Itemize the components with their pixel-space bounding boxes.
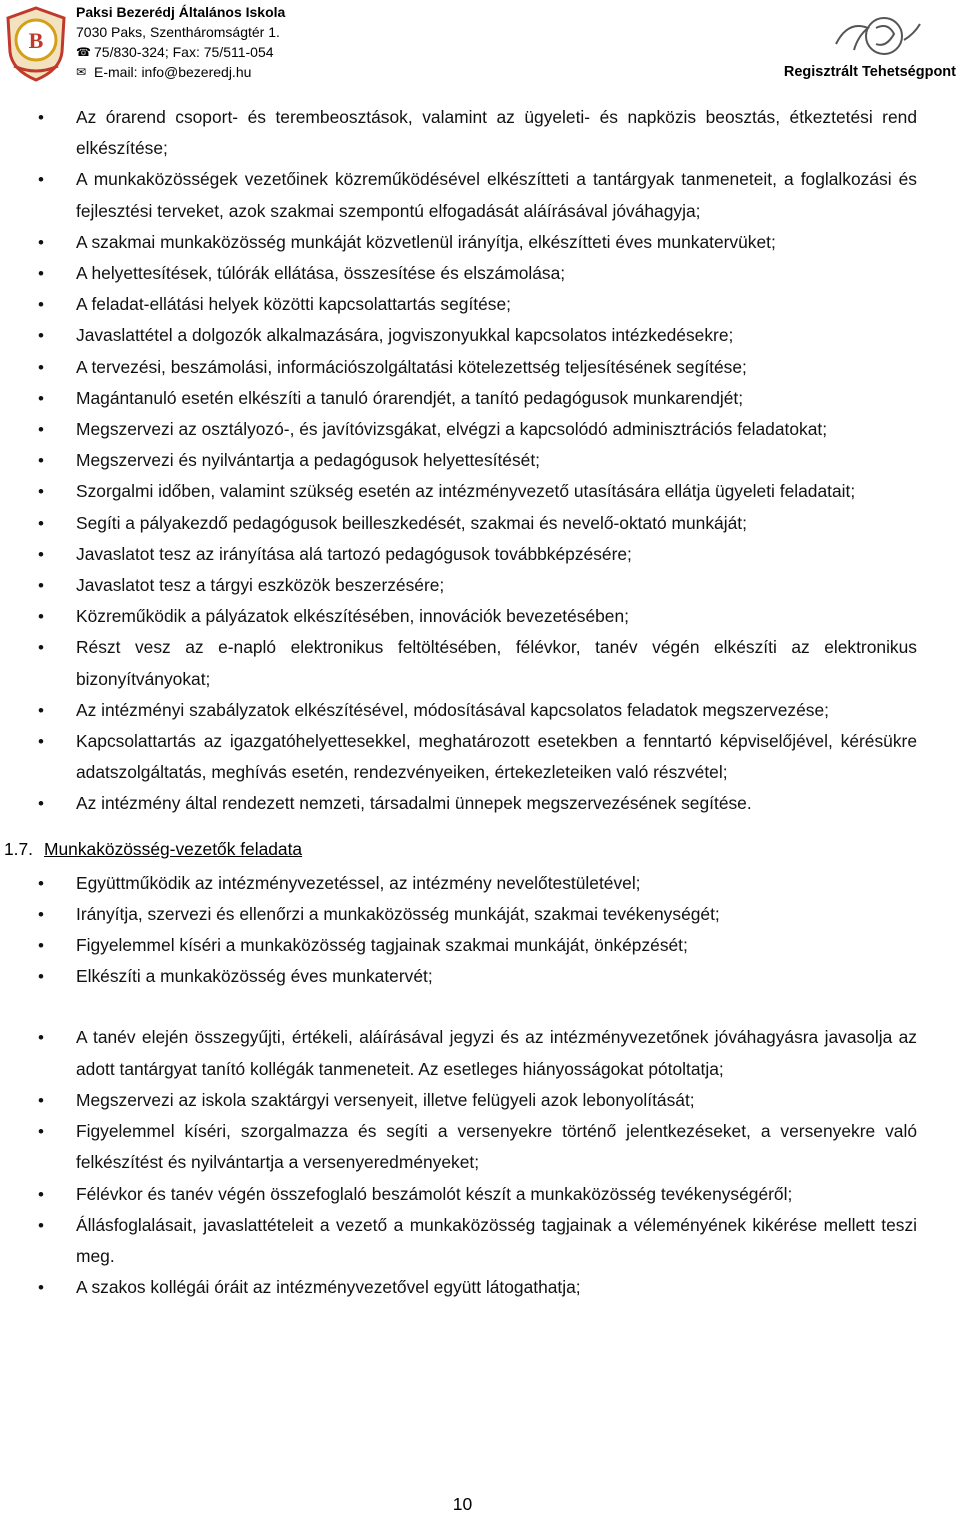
list-item-text: A tervezési, beszámolási, információszolgáltatási kötelezettség teljesítésének segítése;: [76, 356, 747, 377]
list-item: [0, 383, 960, 414]
list-item: [0, 539, 960, 570]
section-number: 1.7.: [4, 838, 34, 859]
list-item-text: Javaslatot tesz az irányítása alá tartozó pedagógusok továbbképzésére;: [76, 543, 632, 564]
list-item: [0, 445, 960, 476]
bullet-icon: •: [38, 873, 44, 893]
list-item: [0, 868, 960, 899]
bullet-icon: •: [38, 264, 44, 284]
list-item: [0, 476, 960, 507]
bullet-icon: •: [38, 420, 44, 440]
list-item: [0, 508, 960, 539]
bullet-icon: •: [38, 638, 44, 658]
talent-point-logo: [828, 14, 924, 60]
bullet-icon: •: [38, 108, 44, 127]
list-item: [0, 788, 960, 819]
bullet-icon: •: [38, 607, 44, 627]
bullet-icon: •: [38, 1278, 44, 1298]
list-item-text: Irányítja, szervezi és ellenőrzi a munkaközösség munkáját, szakmai tevékenységét;: [76, 903, 720, 924]
school-crest-logo: [4, 6, 68, 82]
list-item: [0, 352, 960, 383]
bullet-icon: •: [38, 326, 44, 346]
list-item-text: Segíti a pályakezdő pedagógusok beilleszkedését, szakmai és nevelő-oktató munkáját;: [76, 512, 747, 533]
school-address: 7030 Paks, Szentháromságtér 1.: [76, 24, 280, 40]
list-item: [0, 570, 960, 601]
list-item-text: A szakmai munkaközösség munkáját közvetlenül irányítja, elkészítteti éves munkatervüket;: [76, 231, 776, 252]
bullet-icon: •: [38, 544, 44, 564]
list-item-text: Szorgalmi időben, valamint szükség esetén az intézményvezető utasítására ellátja ügyeleti feladatait;: [76, 481, 856, 502]
list-item: [0, 899, 960, 930]
bullet-icon: •: [38, 513, 44, 533]
list-item: [0, 320, 960, 351]
list-item-text: Részt vesz az e-napló elektronikus feltöltésében, félévkor, tanév végén elkészíti az elektronikus bizonyítványokat;: [76, 637, 917, 689]
list-item-text: A munkaközösségek vezetőinek közreműködésével elkészítteti a tantárgyak tanmeneteit, a foglalkozási és fejlesztési terveket, azok szakmai szempontú elfogadását aláírásával jóváhagyja;: [76, 169, 917, 221]
list-item: [0, 961, 960, 992]
bullet-icon: •: [38, 1122, 44, 1142]
list-item-text: Félévkor és tanév végén összefoglaló beszámolót készít a munkaközösség tevékenységéről;: [76, 1183, 793, 1204]
email-text: E-mail: info@bezeredj.hu: [94, 64, 252, 80]
bullet-icon: •: [38, 295, 44, 315]
list-item-text: Az intézmény által rendezett nemzeti, társadalmi ünnepek megszervezésének segítése.: [76, 793, 752, 814]
list-item: [0, 1116, 960, 1178]
list-item-text: Állásfoglalásait, javaslattételeit a vezető a munkaközösség tagjainak a véleményének kikérése mellett teszi meg.: [76, 1214, 917, 1266]
list-item: [0, 289, 960, 320]
list-item-text: A feladat-ellátási helyek közötti kapcsolattartás segítése;: [76, 294, 512, 315]
email-row: [76, 62, 285, 82]
list-item: [0, 414, 960, 445]
bullet-icon: •: [38, 1090, 44, 1110]
bullet-icon: •: [38, 451, 44, 471]
list-item-text: Javaslatot tesz a tárgyi eszközök beszerzésére;: [76, 575, 445, 596]
list-item-text: Figyelemmel kíséri, szorgalmazza és segíti a versenyekre történő jelentkezéseket, a versenyekre való felkészítést és nyilvántartja a versenyeredményeket;: [76, 1121, 917, 1173]
list-item: [0, 726, 960, 788]
section-title: Munkaközösség-vezetők feladata: [44, 838, 303, 859]
list-item-text: Együttműködik az intézményvezetéssel, az intézmény nevelőtestületével;: [76, 872, 641, 893]
list-item: [0, 1179, 960, 1210]
list-item-text: A tanév elején összegyűjti, értékeli, aláírásával jegyzi és az intézményvezetőnek jóváhagyásra javasolja az adott tantárgyat tanító kollégák tanmeneteit. Az esetleges hiányosságokat pótoltatja;: [76, 1027, 917, 1079]
bullet-icon: •: [38, 732, 44, 752]
list-item: [0, 258, 960, 289]
list-item-text: Elkészíti a munkaközösség éves munkatervét;: [76, 966, 433, 987]
list-item: [0, 227, 960, 258]
bullet-icon: •: [38, 1184, 44, 1204]
list-item-text: Az intézményi szabályzatok elkészítésével, módosításával kapcsolatos feladatok megszervezése;: [76, 699, 829, 720]
list-item-text: Kapcsolattartás az igazgatóhelyettesekkel, meghatározott esetekben a fenntartó képviselőjével, kérésükre adatszolgáltatás, meghívás esetén, rendezvényeiken, értekezleteiken való részvétel;: [76, 731, 917, 783]
list-item: [0, 1085, 960, 1116]
list-item-text: A szakos kollégái óráit az intézményvezetővel együtt látogathatja;: [76, 1277, 581, 1298]
task-list-deputy: [0, 102, 960, 820]
bullet-icon: •: [38, 967, 44, 987]
list-item-text: Javaslattétel a dolgozók alkalmazására, jogviszonyukkal kapcsolatos intézkedésekre;: [76, 325, 734, 346]
list-item-text: Megszervezi és nyilvántartja a pedagógusok helyettesítését;: [76, 450, 541, 471]
phone-text: 75/830-324; Fax: 75/511-054: [94, 44, 274, 60]
school-name: Paksi Bezerédj Általános Iskola: [76, 4, 286, 20]
bullet-icon: •: [38, 700, 44, 720]
list-item-text: Figyelemmel kíséri a munkaközösség tagjainak szakmai munkáját, önképzését;: [76, 935, 688, 956]
task-list-leaders-b: [0, 1022, 960, 1303]
section-heading: [0, 834, 960, 864]
phone-row: [76, 42, 285, 62]
list-item: [0, 102, 960, 164]
bullet-icon: •: [38, 1215, 44, 1235]
list-item-text: Megszervezi az osztályozó-, és javítóvizsgákat, elvégzi a kapcsolódó adminisztrációs feladatokat;: [76, 419, 828, 440]
document-body: [0, 102, 960, 1303]
list-item: [0, 1272, 960, 1303]
list-item-text: Az órarend csoport- és terembeosztások, valamint az ügyeleti- és napközis beosztás, étkeztetési rend elkészítése;: [76, 107, 917, 159]
list-item-text: A helyettesítések, túlórák ellátása, összesítése és elszámolása;: [76, 263, 566, 284]
bullet-icon: •: [38, 170, 44, 190]
envelope-icon: ✉: [76, 65, 87, 79]
list-item-text: Közreműködik a pályázatok elkészítésében, innovációk bevezetésében;: [76, 606, 629, 627]
bullet-icon: •: [38, 388, 44, 408]
page-header: [0, 0, 960, 88]
phone-icon: ☎: [76, 45, 91, 59]
list-item: [0, 1022, 960, 1084]
list-item: [0, 164, 960, 226]
bullet-icon: •: [38, 576, 44, 596]
header-badge: Regisztrált Tehetségpont: [783, 64, 956, 80]
bullet-icon: •: [38, 482, 44, 502]
paragraph-gap: [0, 992, 960, 1022]
list-item: [0, 1210, 960, 1272]
bullet-icon: •: [38, 904, 44, 924]
school-contact-block: [76, 2, 285, 82]
list-item: [0, 632, 960, 694]
bullet-icon: •: [38, 1028, 44, 1048]
task-list-leaders-a: [0, 868, 960, 993]
list-item: [0, 601, 960, 632]
page-number: 10: [452, 1494, 473, 1514]
list-item-text: Magántanuló esetén elkészíti a tanuló órarendjét, a tanító pedagógusok munkarendjét;: [76, 387, 744, 408]
bullet-icon: •: [38, 357, 44, 377]
bullet-icon: •: [38, 794, 44, 814]
list-item-text: Megszervezi az iskola szaktárgyi versenyeit, illetve felügyeli azok lebonyolítását;: [76, 1089, 695, 1110]
list-item: [0, 695, 960, 726]
list-item: [0, 930, 960, 961]
bullet-icon: •: [38, 232, 44, 252]
bullet-icon: •: [38, 936, 44, 956]
svg-text:B: B: [28, 28, 44, 53]
